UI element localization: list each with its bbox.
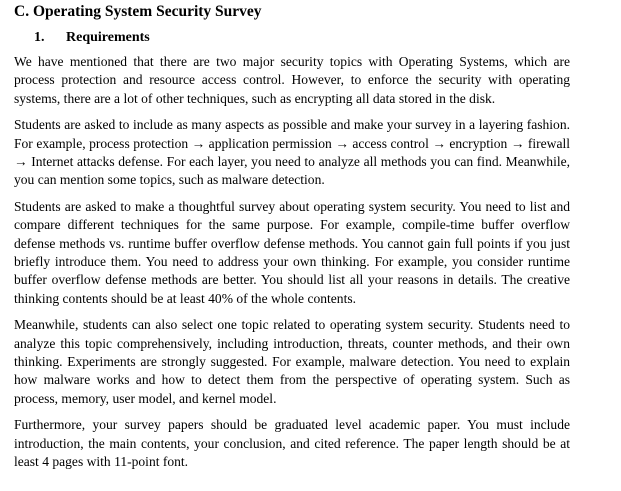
subsection-heading: [14, 29, 570, 47]
paragraph-thoughtful-survey: Students are asked to make a thoughtful survey about operating system security. You need to list and compare different techniques for the same purpose. For example, compile-time buffer overflow defense methods vs. runtime buffer overflow defense methods. You cannot gain full points if you just briefly introduce them. You need to address your own thinking. For example, you consider runtime buffer overflow defense methods are better. You should list all your reasons in details. The creative thinking contents should be at least 40% of the whole contents.: [14, 199, 570, 306]
section-title: C. Operating System Security Survey: [14, 3, 262, 20]
document-page: [14, 2, 570, 480]
paragraph-intro: We have mentioned that there are two major security topics with Operating Systems, which are process protection and resource access control. However, to enforce the security with operating systems, there are a lot of other techniques, such as encrypting all data stored in the disk.: [14, 54, 570, 106]
paragraph-paper-format: Furthermore, your survey papers should be graduated level academic paper. You must include introduction, the main contents, your conclusion, and cited reference. The paper length should be at least 4 pages with 11-point font.: [14, 417, 570, 469]
subsection-title: Requirements: [66, 30, 150, 45]
paragraph-single-topic: Meanwhile, students can also select one topic related to operating system security. Students need to analyze this topic comprehensively, including introduction, threats, counter methods, and their own thinking. Experiments are strongly suggested. For example, malware detection. You need to explain how malware works and how to detect them from the perspective of operating system. Such as process, memory, user model, and kernel model.: [14, 317, 570, 406]
paragraph-layering: Students are asked to include as many aspects as possible and make your survey in a layering fashion. For example, process protection → application permission → access control → encryption → firewall → Internet attacks defense. For each layer, you need to analyze all methods you can find. Meanwhile, you can mention some topics, such as malware detection.: [14, 117, 570, 188]
subsection-number: 1.: [34, 30, 45, 45]
